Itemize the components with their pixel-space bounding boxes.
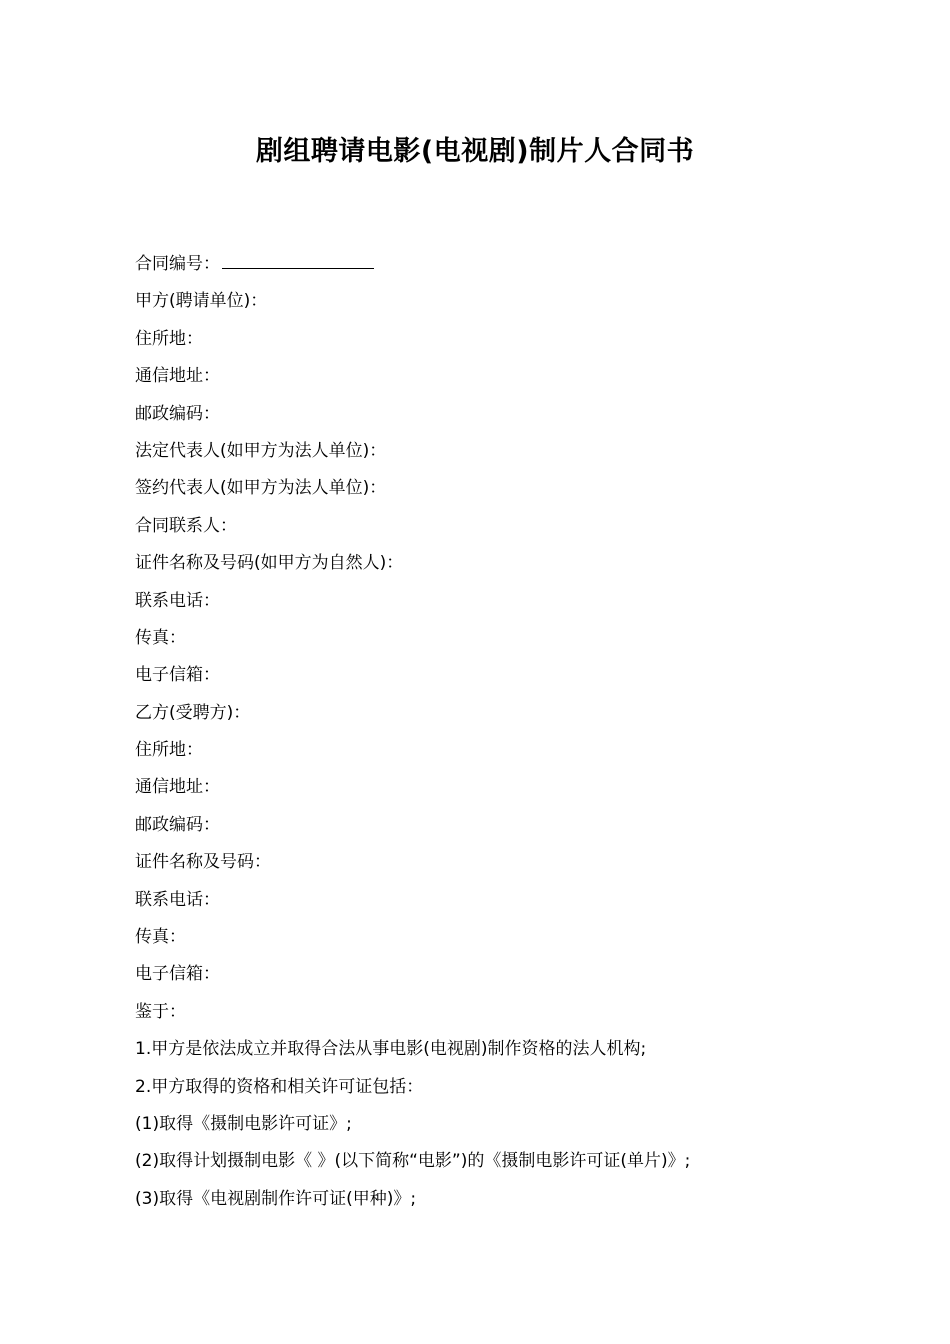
clause-2-item-3-line: (3)取得《电视剧制作许可证(甲种)》;: [135, 1188, 417, 1209]
party-a-postcode-line: 邮政编码：: [135, 403, 220, 424]
party-b-fax-line: 传真：: [135, 927, 186, 948]
party-b-id-line: 证件名称及号码：: [135, 852, 271, 873]
contract-number-label: 合同编号：: [135, 254, 220, 274]
party-a-email-line: 电子信箱：: [135, 665, 220, 686]
party-b-postcode-line: 邮政编码：: [135, 814, 220, 835]
party-a-line: 甲方(聘请单位)：: [135, 291, 268, 312]
party-b-address-line: 通信地址：: [135, 777, 220, 798]
party-a-address-line: 通信地址：: [135, 366, 220, 387]
party-b-domicile-line: 住所地：: [135, 740, 203, 761]
document-title: 剧组聘请电影(电视剧)制片人合同书: [255, 136, 695, 167]
party-b-email-line: 电子信箱：: [135, 964, 220, 985]
party-b-phone-line: 联系电话：: [135, 889, 220, 910]
clause-2-item-2-line: (2)取得计划摄制电影《 》(以下简称“电影”)的《摄制电影许可证(单片)》;: [135, 1151, 691, 1172]
clause-2-item-1-line: (1)取得《摄制电影许可证》;: [135, 1113, 352, 1134]
party-a-phone-line: 联系电话：: [135, 590, 220, 611]
party-b-line: 乙方(受聘方)：: [135, 702, 251, 723]
whereas-line: 鉴于：: [135, 1001, 186, 1022]
contract-number-blank: [222, 267, 374, 269]
party-a-id-line: 证件名称及号码(如甲方为自然人)：: [135, 553, 404, 574]
document-body: [135, 246, 895, 1218]
party-a-domicile-line: 住所地：: [135, 328, 203, 349]
clause-2-line: 2.甲方取得的资格和相关许可证包括：: [135, 1076, 424, 1097]
clause-1-line: 1.甲方是依法成立并取得合法从事电影(电视剧)制作资格的法人机构;: [135, 1039, 647, 1060]
party-a-legal-rep-line: 法定代表人(如甲方为法人单位)：: [135, 440, 387, 461]
contract-number-line: [135, 246, 895, 283]
party-a-contact-line: 合同联系人：: [135, 515, 237, 536]
party-a-fax-line: 传真：: [135, 627, 186, 648]
party-a-signing-rep-line: 签约代表人(如甲方为法人单位)：: [135, 478, 387, 499]
